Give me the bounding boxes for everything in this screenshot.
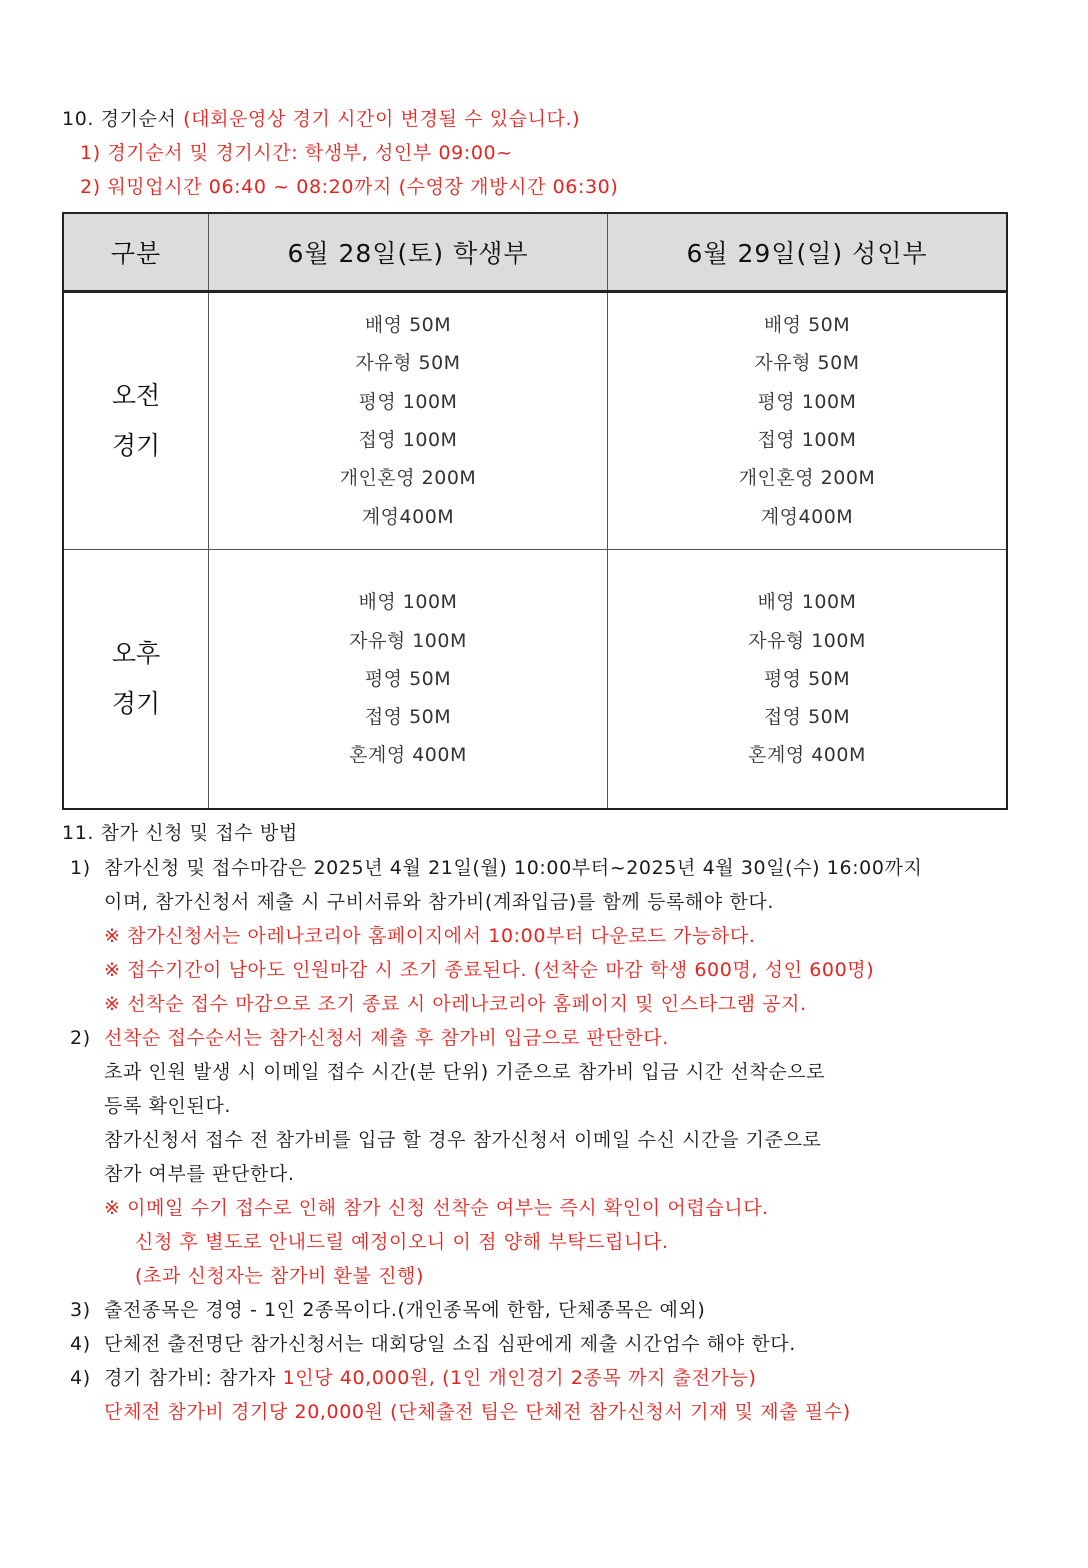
event-item: 접영 50M	[763, 706, 851, 729]
event-item: 배영 100M	[757, 591, 857, 614]
event-item: 평영 100M	[757, 390, 857, 413]
event-item: 자유형 100M	[349, 629, 467, 652]
p1-line1: 참가신청 및 접수마감은 2025년 4월 21일(월) 10:00부터~2025년 4월 30일(수) 16:00까지	[104, 857, 923, 879]
table-header-row	[63, 213, 1007, 292]
table-row	[63, 550, 1007, 810]
p1-note3: ※ 선착순 접수 마감으로 조기 종료 시 아레나코리아 홈페이지 및 인스타그램 공지.	[104, 993, 807, 1015]
event-item: 자유형 50M	[754, 352, 860, 375]
section10-item2: 2) 워밍업시간 06:40 ~ 08:20까지 (수영장 개방시간 06:30)	[80, 176, 619, 198]
student-events-afternoon	[209, 550, 608, 810]
section10-heading	[62, 107, 580, 131]
event-item: 배영 50M	[364, 314, 452, 337]
p4b-line1	[104, 1366, 756, 1390]
section10-title: 10. 경기순서	[62, 108, 177, 130]
student-events-morning	[209, 292, 608, 550]
p2-note2: 신청 후 별도로 안내드릴 예정이오니 이 점 양해 부탁드립니다.	[135, 1231, 669, 1253]
p2-line5: 참가 여부를 판단한다.	[104, 1163, 295, 1185]
p2-line3: 등록 확인된다.	[104, 1095, 232, 1117]
header-category: 구분	[63, 213, 209, 292]
p3-line: 출전종목은 경영 - 1인 2종목이다.(개인종목에 한함, 단체종목은 예외)	[104, 1299, 706, 1321]
event-item: 계영400M	[760, 505, 854, 528]
adult-events-morning	[608, 292, 1008, 550]
period-label: 경기	[111, 689, 161, 718]
event-item: 접영 100M	[757, 429, 857, 451]
period-label: 오후	[111, 639, 161, 668]
p2-line1: 선착순 접수순서는 참가신청서 제출 후 참가비 입금으로 판단한다.	[104, 1027, 669, 1049]
event-item: 계영400M	[361, 505, 455, 528]
p2-note3: (초과 신청자는 참가비 환불 진행)	[135, 1265, 424, 1287]
table-row	[63, 292, 1007, 550]
event-item: 개인혼영 200M	[339, 467, 477, 490]
event-item: 자유형 100M	[748, 629, 866, 652]
period-label: 경기	[111, 431, 161, 460]
p4a-number: 4)	[70, 1333, 91, 1355]
event-item: 평영 50M	[763, 667, 851, 690]
adult-events-afternoon	[608, 550, 1008, 810]
period-cell-afternoon	[63, 550, 209, 810]
p4b-line2: 단체전 참가비 경기당 20,000원 (단체출전 팀은 단체전 참가신청서 기재 및 제출 필수)	[104, 1401, 851, 1423]
header-student-day: 6월 28일(토) 학생부	[209, 213, 608, 292]
p2-line4: 참가신청서 접수 전 참가비를 입금 할 경우 참가신청서 이메일 수신 시간을 기준으로	[104, 1129, 822, 1151]
p4b-fee: 1인당 40,000원, (1인 개인경기 2종목 까지 출전가능)	[282, 1367, 757, 1389]
period-label: 오전	[111, 381, 161, 410]
p1-note2: ※ 접수기간이 남아도 인원마감 시 조기 종료된다. (선착순 마감 학생 600명, 성인 600명)	[104, 959, 875, 981]
event-item: 개인혼영 200M	[738, 467, 876, 490]
event-item: 자유형 50M	[355, 352, 461, 375]
schedule-table	[62, 212, 1008, 810]
section10-note: (대회운영상 경기 시간이 변경될 수 있습니다.)	[183, 108, 581, 130]
p2-line2: 초과 인원 발생 시 이메일 접수 시간(분 단위) 기준으로 참가비 입금 시간 선착순으로	[104, 1061, 826, 1083]
event-item: 접영 50M	[364, 706, 452, 729]
p1-note1: ※ 참가신청서는 아레나코리아 홈페이지에서 10:00부터 다운로드 가능하다.	[104, 925, 756, 947]
event-item: 배영 50M	[763, 314, 851, 337]
event-item: 평영 100M	[358, 390, 458, 413]
p1-number: 1)	[70, 857, 91, 879]
period-cell-morning	[63, 292, 209, 550]
p2-note1: ※ 이메일 수기 접수로 인해 참가 신청 선착순 여부는 즉시 확인이 어렵습니다.	[104, 1197, 769, 1219]
event-item: 혼계영 400M	[748, 744, 866, 767]
p3-number: 3)	[70, 1299, 91, 1321]
event-item: 혼계영 400M	[349, 744, 467, 767]
event-item: 접영 100M	[358, 429, 458, 451]
event-item: 평영 50M	[364, 667, 452, 690]
p4b-prefix: 경기 참가비: 참가자	[104, 1367, 283, 1389]
p4b-number: 4)	[70, 1367, 91, 1389]
section11-title: 11. 참가 신청 및 접수 방법	[62, 822, 298, 844]
event-item: 배영 100M	[358, 591, 458, 614]
section10-item1: 1) 경기순서 및 경기시간: 학생부, 성인부 09:00~	[80, 142, 513, 164]
p1-line2: 이며, 참가신청서 제출 시 구비서류와 참가비(계좌입금)를 함께 등록해야 한다.	[104, 891, 774, 913]
p4a-line: 단체전 출전명단 참가신청서는 대회당일 소집 심판에게 제출 시간엄수 해야 한다.	[104, 1333, 796, 1355]
p2-number: 2)	[70, 1027, 91, 1049]
header-adult-day: 6월 29일(일) 성인부	[608, 213, 1008, 292]
